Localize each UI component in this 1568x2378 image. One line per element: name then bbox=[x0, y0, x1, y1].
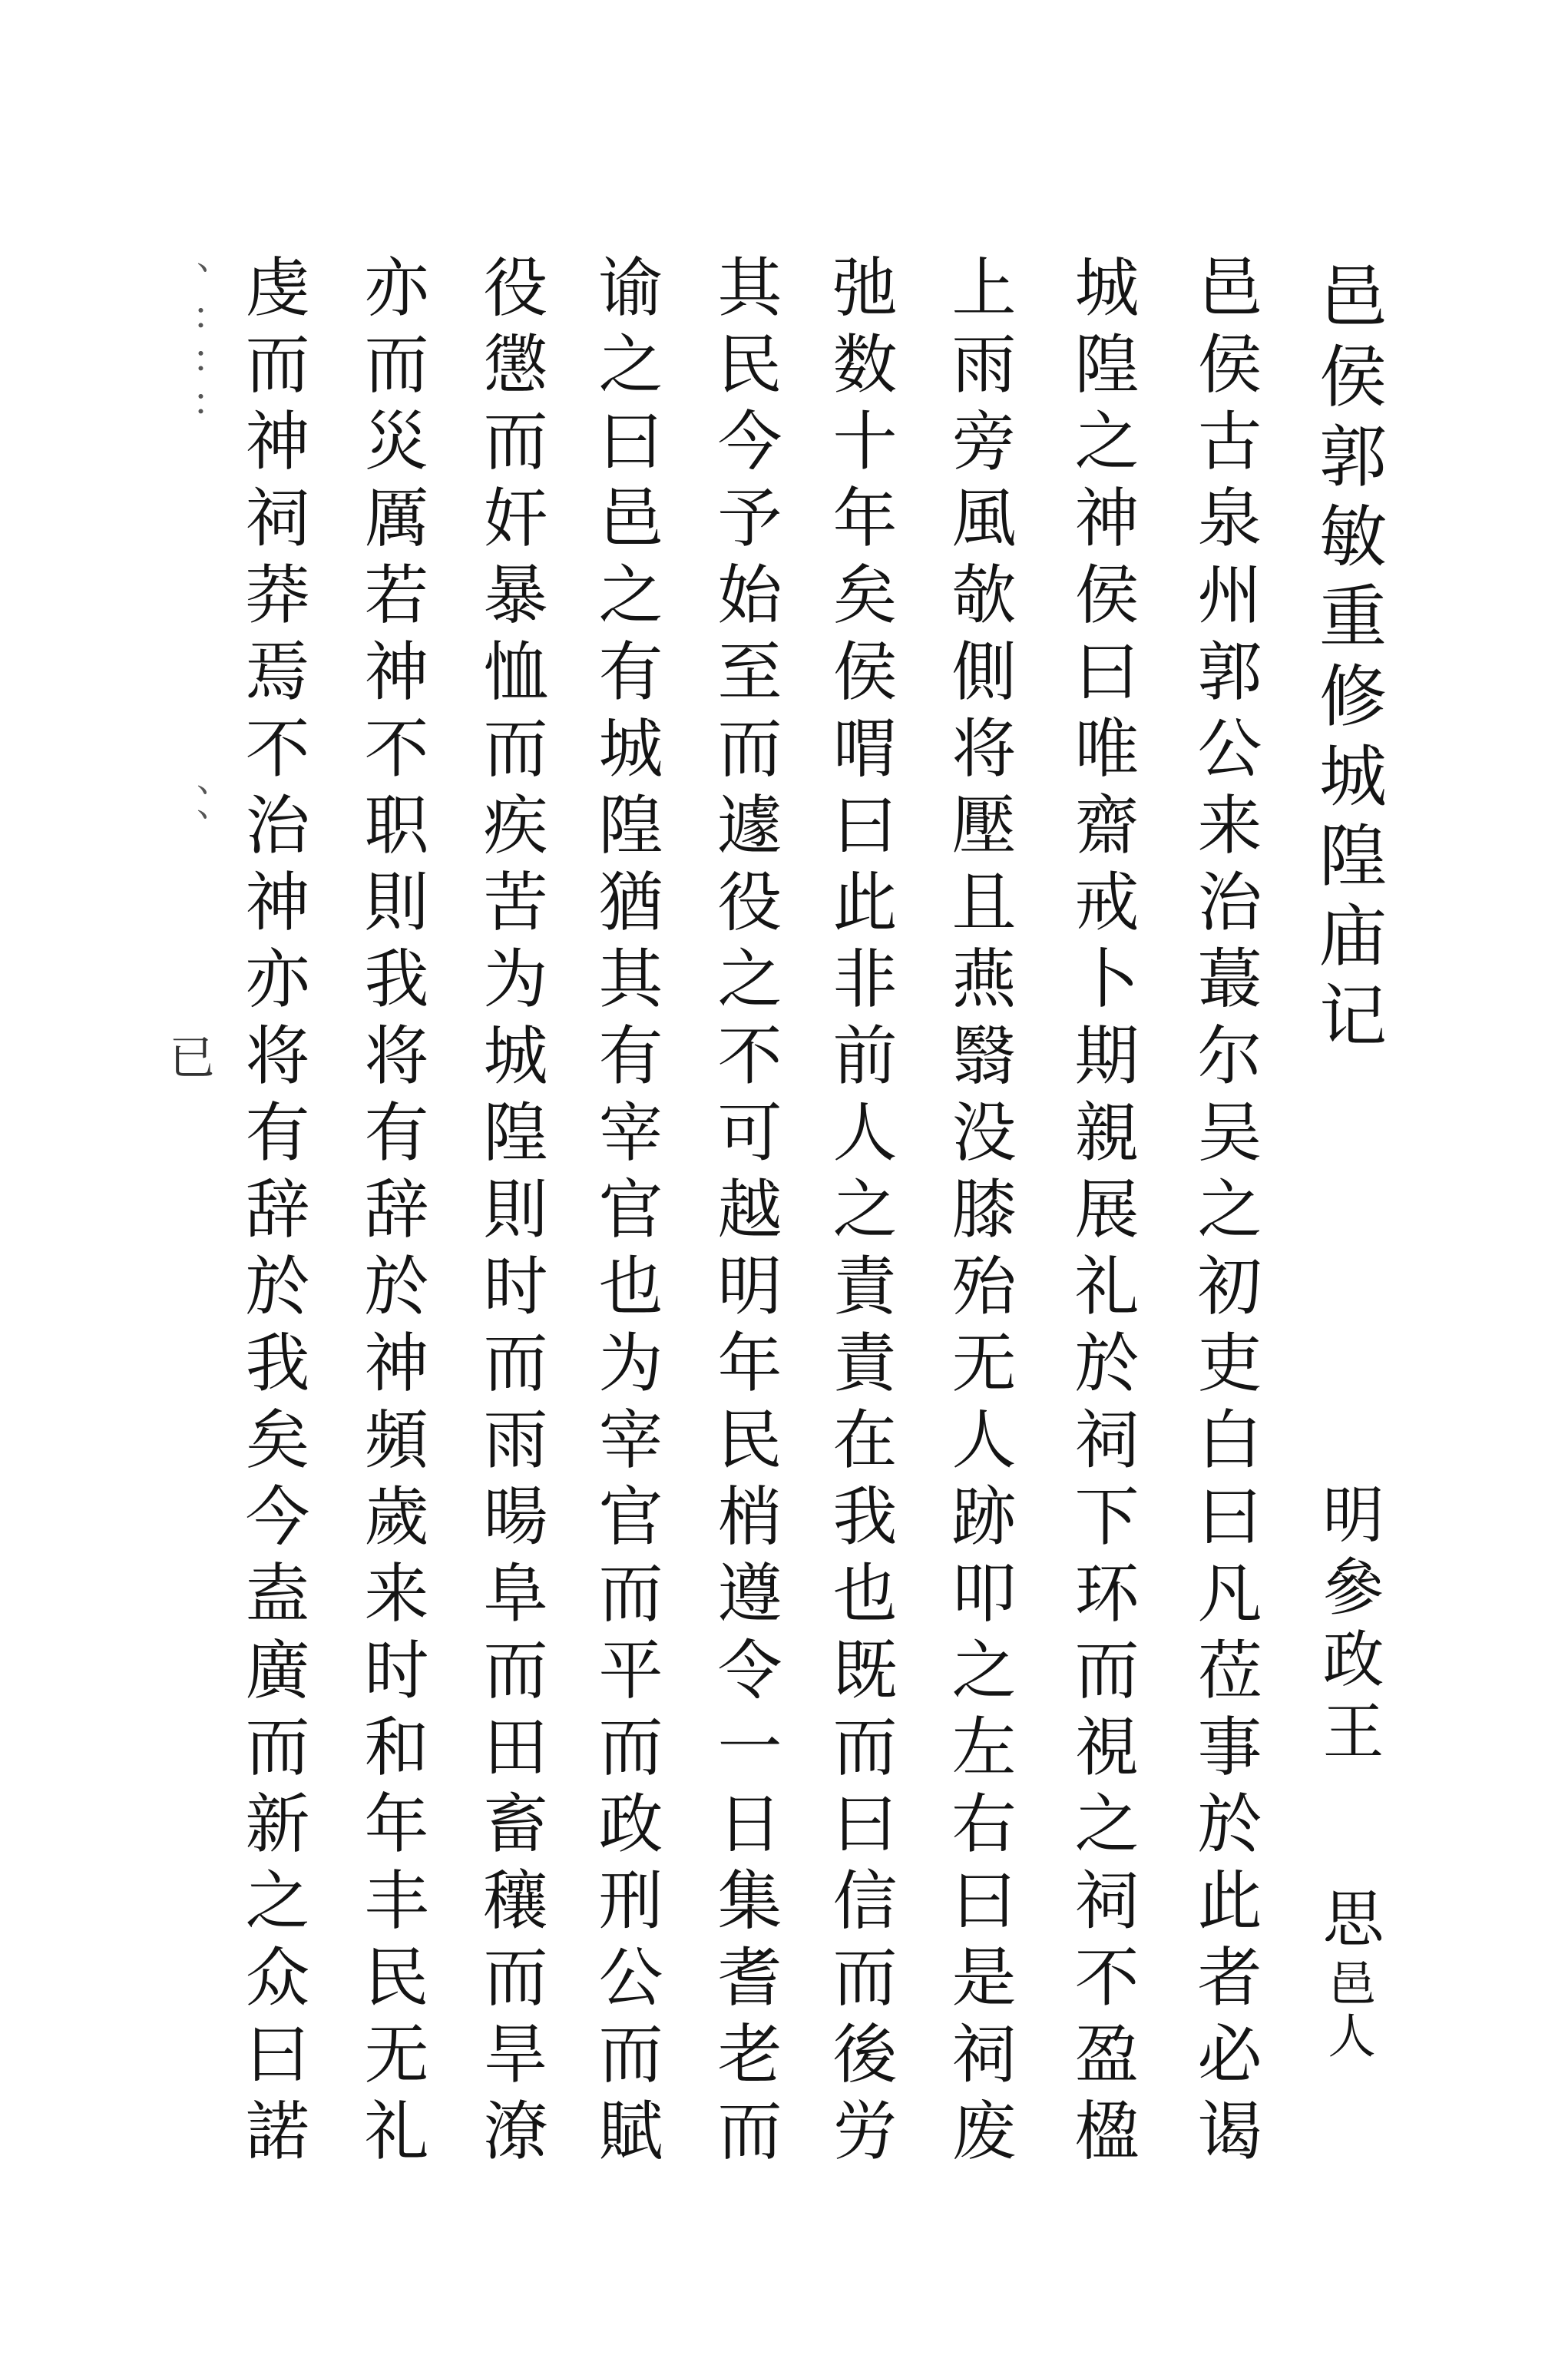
margin-marks-lower: 、、 bbox=[167, 783, 210, 851]
margin-char: 已 bbox=[169, 1032, 215, 1085]
text-column-3: 上雨旁風欹側将壓且燕翳没膝殆无人跡叩之左右曰是祠废 bbox=[941, 253, 1017, 2174]
text-column-8: 亦而災厲若神不职則我将有辞於神頻歲来时和年丰民无礼 bbox=[354, 253, 429, 2174]
text-column-7: 役懲而奸暴恤而疾苦为城隍則时而雨暘阜而田畜穰而旱潦 bbox=[473, 253, 548, 2174]
author-byline bbox=[1305, 1482, 1390, 2063]
text-column-5: 其民今予始至而遽役之不可越明年民梢遵令一日集耆老而 bbox=[707, 253, 782, 2174]
text-column-1: 邑侯古泉州郭公来治蕞尔吴之初吏白曰凡莅事於此者必谒 bbox=[1187, 253, 1262, 2174]
margin-marks-upper: 、：：： bbox=[167, 261, 210, 433]
author-given-name: 思 bbox=[1312, 1886, 1384, 1959]
author-office: 明參政 bbox=[1312, 1482, 1384, 1699]
document-title: 邑侯郭敏重修城隍庙记 bbox=[1308, 261, 1388, 1060]
text-column-6: 谕之曰邑之有城隍猶其有宰官也为宰官而平而政刑公而賦 bbox=[588, 253, 663, 2174]
text-column-2: 城隍之神侯曰唯齋戒卜期親展礼於祠下环而視之祠不盈楹 bbox=[1064, 253, 1140, 2174]
text-column-9: 虔而神祠莽焉不治神亦将有辞於我矣今盍廣而新之众曰諾 bbox=[235, 253, 310, 2174]
author-surname: 王 bbox=[1312, 1699, 1384, 1771]
author-origin: 邑人 bbox=[1320, 1959, 1376, 2063]
text-column-4: 弛数十年矣侯喟曰此非前人之責責在我也既而曰信而後労 bbox=[822, 253, 898, 2174]
